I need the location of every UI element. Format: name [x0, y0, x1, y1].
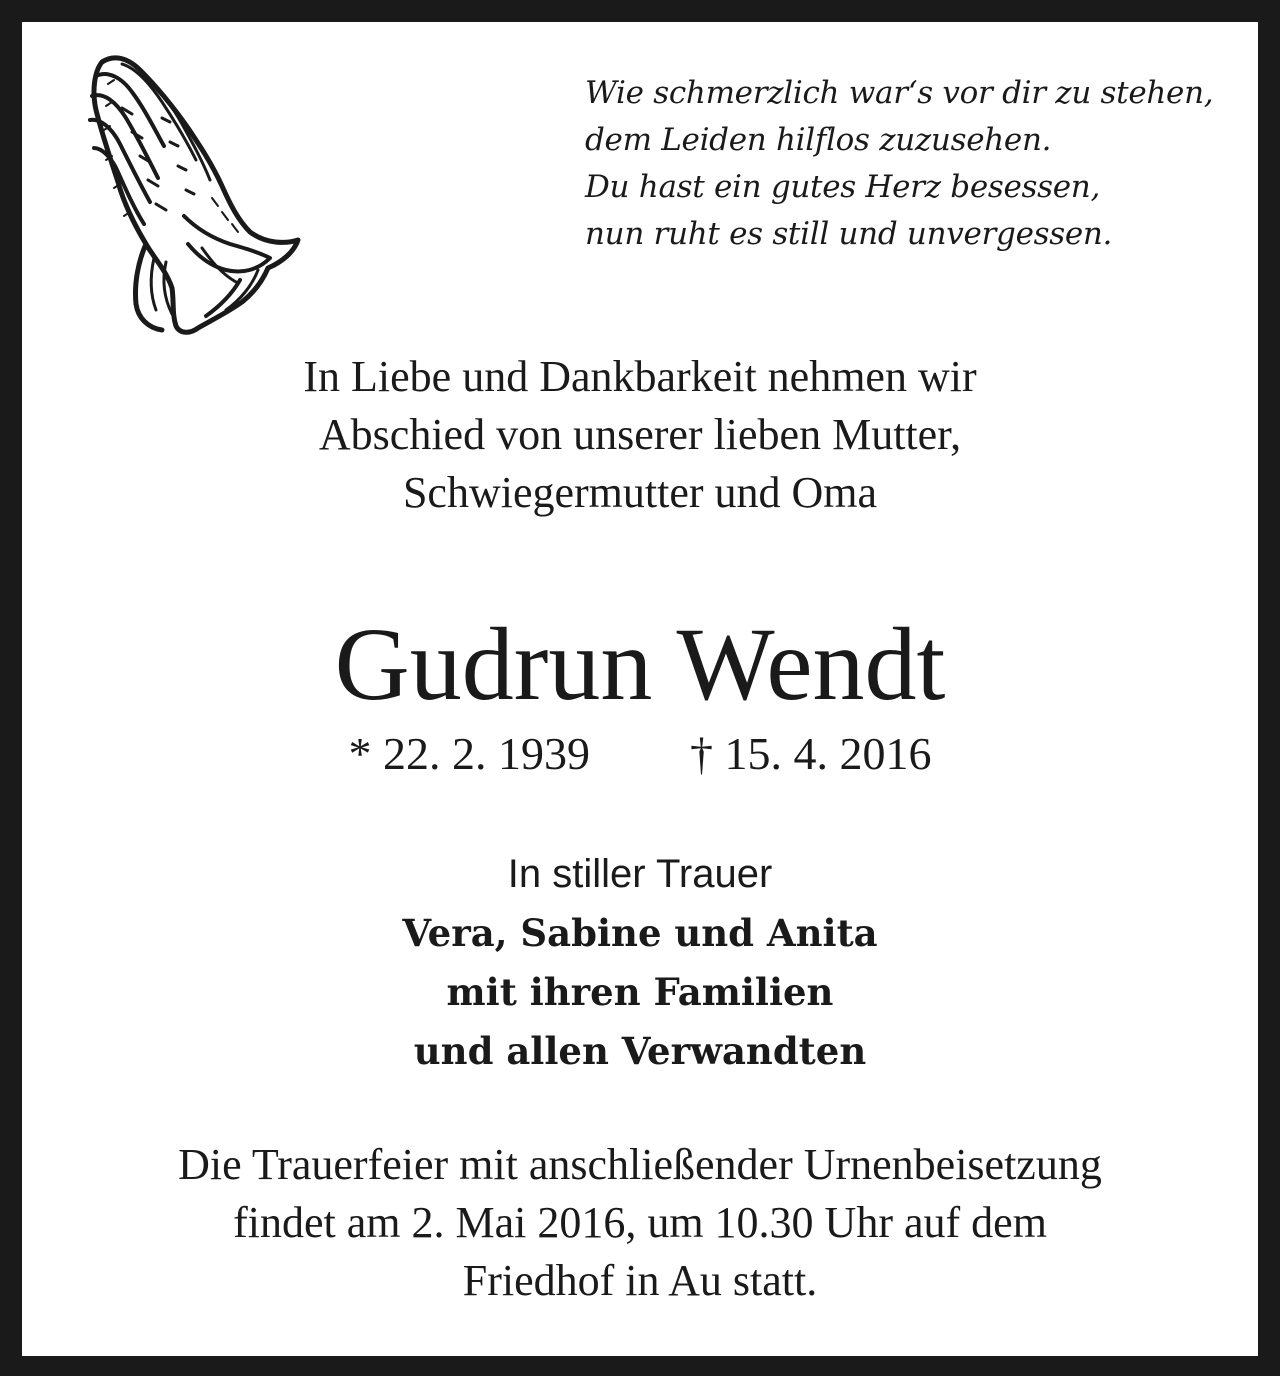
- death-date: † 15. 4. 2016: [690, 728, 932, 779]
- poem-line: nun ruht es still und unvergessen.: [585, 216, 1113, 252]
- deceased-name: Gudrun Wendt: [334, 607, 946, 722]
- mourners-list: [0, 904, 1280, 1081]
- mourners-line: Vera, Sabine und Anita: [402, 911, 878, 955]
- mourners-line: und allen Verwandten: [413, 1029, 867, 1073]
- intro-line: Abschied von unserer lieben Mutter,: [318, 410, 962, 459]
- poem-line: dem Leiden hilflos zuzusehen.: [585, 122, 1052, 158]
- birth-date: * 22. 2. 1939: [348, 728, 590, 779]
- service-line: Friedhof in Au statt.: [462, 1256, 818, 1305]
- praying-hands-icon: [62, 48, 307, 338]
- service-line: findet am 2. Mai 2016, um 10.30 Uhr auf dem: [233, 1198, 1047, 1247]
- mourners-line: mit ihren Familien: [446, 970, 834, 1014]
- intro-line: Schwiegermutter und Oma: [402, 468, 878, 517]
- mourning-heading: In stiller Trauer: [507, 852, 773, 896]
- intro-line: In Liebe und Dankbarkeit nehmen wir: [303, 352, 977, 401]
- poem-line: Du hast ein gutes Herz besessen,: [585, 169, 1101, 205]
- farewell-intro: [0, 348, 1280, 522]
- poem: [585, 70, 1225, 258]
- life-dates: [0, 726, 1280, 782]
- service-notice: [0, 1136, 1280, 1310]
- poem-line: Wie schmerzlich war‘s vor dir zu stehen,: [585, 75, 1214, 111]
- service-line: Die Trauerfeier mit anschließender Urnenbeisetzung: [178, 1140, 1102, 1189]
